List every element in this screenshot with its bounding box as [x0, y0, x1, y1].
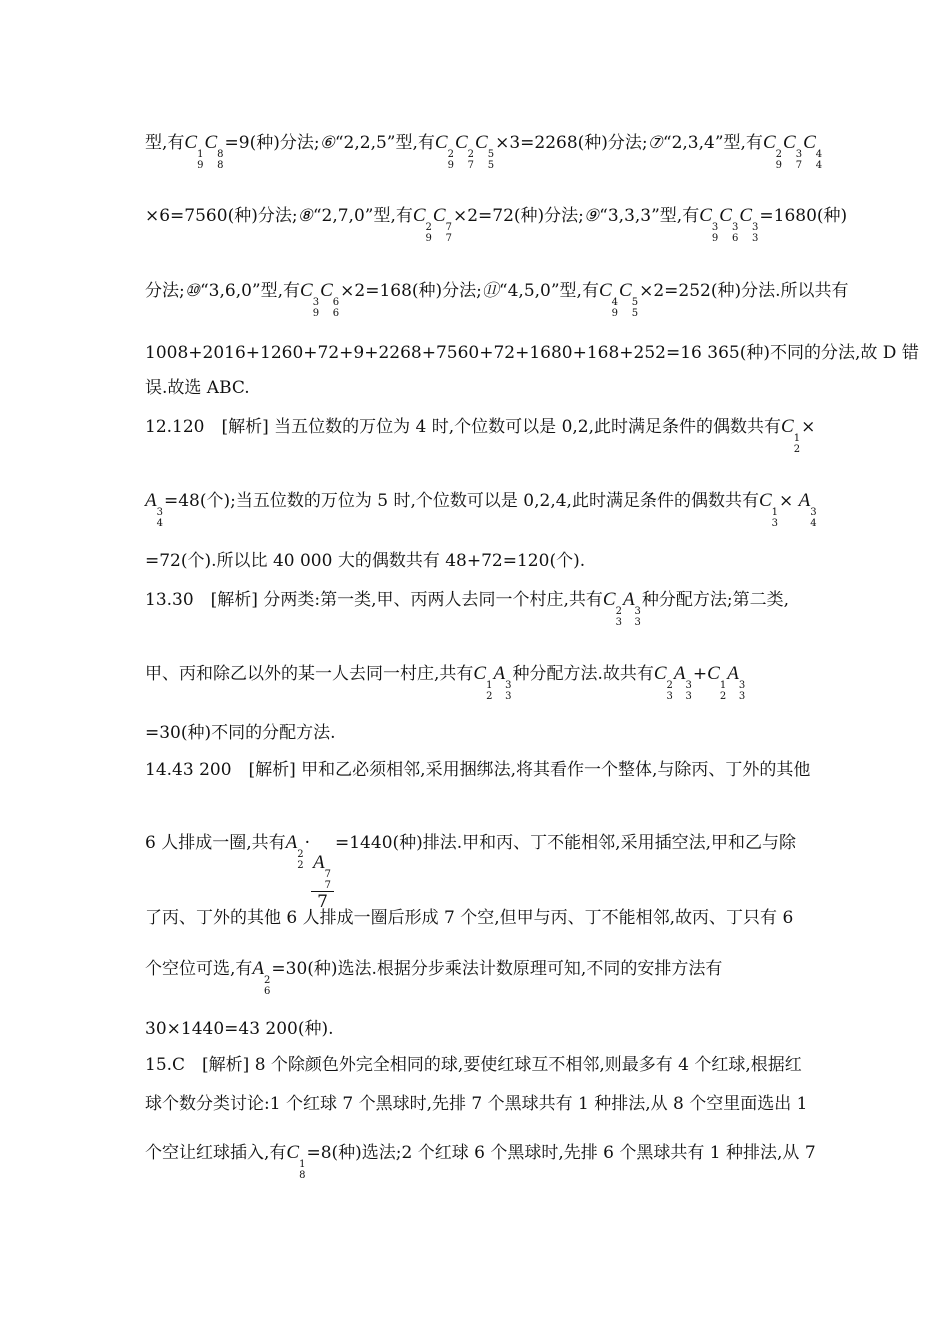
- text-line: [145, 589, 789, 628]
- combination-symbol: C 3 7: [783, 132, 803, 171]
- text-run: =30(种)不同的分配方法.: [145, 723, 336, 743]
- combination-symbol: C 1 9: [184, 132, 204, 171]
- text-run: 个空让红球插入,有: [145, 1143, 287, 1163]
- text-run: =9(种)分法;: [224, 133, 320, 153]
- text-run: ·: [304, 833, 311, 853]
- combination-symbol: C 3 6: [719, 205, 739, 244]
- text-run: 种分配方法;第二类,: [641, 590, 790, 610]
- text-run: 球个数分类讨论:1 个红球 7 个黑球时,先排 7 个黑球共有 1 种排法,从 8 个空里面选出 1: [145, 1094, 808, 1114]
- circled-number: ⑨: [583, 206, 600, 226]
- text-run: “2,7,0”型,有: [312, 206, 413, 226]
- text-run: “4,5,0”型,有: [498, 281, 599, 301]
- text-run: =30(种)选法.根据分步乘法计数原理可知,不同的安排方法有: [271, 959, 723, 979]
- combination-symbol: C 1 3: [758, 490, 779, 529]
- combination-symbol: C 8 8: [204, 132, 224, 171]
- text-run: 型,有: [145, 133, 185, 153]
- combination-symbol: C 2 9: [412, 205, 432, 244]
- text-run: =1440(种)排法.甲和丙、丁不能相邻,采用插空法,甲和乙与除: [335, 833, 796, 853]
- arrangement-symbol: A 3 4: [145, 490, 163, 529]
- combination-symbol: C 3 3: [739, 205, 759, 244]
- text-run: “2,3,4”型,有: [662, 133, 763, 153]
- combination-symbol: C 2 7: [454, 132, 475, 171]
- text-line: [145, 1054, 802, 1076]
- text-run: ×: [779, 491, 799, 511]
- text-run: 误.故选 ABC.: [145, 378, 250, 398]
- text-line: [145, 280, 849, 319]
- text-run: 12.120 [解析] 当五位数的万位为 4 时,个位数可以是 0,2,此时满足条件的偶数共有: [145, 417, 782, 437]
- text-run: 30×1440=43 200(种).: [145, 1019, 334, 1039]
- arrangement-symbol: A 3 3: [622, 589, 641, 628]
- text-run: 甲、丙和除乙以外的某一人去同一村庄,共有: [145, 664, 474, 684]
- text-run: =1680(种): [759, 206, 848, 226]
- text-run: ×2=168(种)分法;: [340, 281, 482, 301]
- combination-symbol: C 2 9: [434, 132, 454, 171]
- circled-number: ⑪: [481, 281, 499, 301]
- text-run: ×: [801, 417, 816, 437]
- combination-symbol: C 3 9: [300, 280, 320, 319]
- circled-number: ⑩: [184, 281, 200, 301]
- text-line: [145, 722, 336, 744]
- text-run: “2,2,5”型,有: [334, 133, 435, 153]
- text-line: [145, 342, 919, 364]
- text-run: 了丙、丁外的其他 6 人排成一圈后形成 7 个空,但甲与丙、丁不能相邻,故丙、丁只有 6: [145, 908, 794, 928]
- text-run: “3,3,3”型,有: [599, 206, 700, 226]
- text-line: [145, 663, 746, 702]
- text-line: [145, 832, 796, 912]
- text-run: 1008+2016+1260+72+9+2268+7560+72+1680+168+252=16 365(种)不同的分法,故 D 错: [145, 343, 919, 363]
- text-line: [145, 759, 810, 781]
- text-run: “3,6,0”型,有: [199, 281, 301, 301]
- combination-symbol: C 2 9: [762, 132, 782, 171]
- text-run: ×2=252(种)分法.所以共有: [639, 281, 849, 301]
- text-line: [145, 1142, 816, 1181]
- combination-symbol: C 5 5: [475, 132, 495, 171]
- circled-number: ⑦: [647, 133, 663, 153]
- text-line: [145, 416, 815, 455]
- text-run: ×3=2268(种)分法;: [495, 133, 648, 153]
- fraction-denominator: 7: [317, 892, 328, 912]
- combination-symbol: C 5 5: [619, 280, 639, 319]
- circled-number: ⑥: [319, 133, 335, 153]
- text-line: [145, 550, 585, 572]
- combination-symbol: C 1 2: [473, 663, 493, 702]
- combination-symbol: C 2 3: [602, 589, 622, 628]
- combination-symbol: C 6 6: [320, 280, 340, 319]
- text-line: [145, 490, 818, 529]
- combination-symbol: C 7 7: [432, 205, 452, 244]
- arrangement-symbol: A 2 2: [285, 832, 304, 871]
- text-run: ×2=72(种)分法;: [452, 206, 584, 226]
- text-run: 种分配方法.故共有: [512, 664, 654, 684]
- text-line: [145, 1018, 334, 1040]
- combination-symbol: C 1 2: [781, 416, 801, 455]
- text-run: 分法;: [145, 281, 185, 301]
- text-run: 6 人排成一圈,共有: [145, 833, 286, 853]
- text-run: 13.30 [解析] 分两类:第一类,甲、丙两人去同一个村庄,共有: [145, 590, 603, 610]
- text-run: =48(个);当五位数的万位为 5 时,个位数可以是 0,2,4,此时满足条件的偶数共有: [163, 491, 759, 511]
- text-line: [145, 907, 793, 929]
- combination-symbol: C 2 3: [653, 663, 673, 702]
- text-line: [145, 205, 847, 244]
- arrangement-symbol: A 3 3: [493, 663, 512, 702]
- text-line: [145, 1093, 807, 1115]
- text-line: [145, 377, 250, 399]
- text-run: =72(个).所以比 40 000 大的偶数共有 48+72=120(个).: [145, 551, 586, 571]
- text-run: =8(种)选法;2 个红球 6 个黑球时,先排 6 个黑球共有 1 种排法,从 7: [306, 1143, 816, 1163]
- combination-symbol: C 1 2: [707, 663, 727, 702]
- circled-number: ⑧: [297, 206, 313, 226]
- arrangement-symbol: A 3 3: [673, 663, 692, 702]
- arrangement-symbol: A 3 3: [727, 663, 746, 702]
- text-run: 14.43 200 [解析] 甲和乙必须相邻,采用捆绑法,将其看作一个整体,与除丙、丁外的其他: [145, 760, 811, 780]
- arrangement-symbol: A 2 6: [252, 958, 271, 997]
- text-line: [145, 958, 722, 997]
- fraction: [311, 853, 334, 912]
- text-run: ×6=7560(种)分法;: [145, 206, 298, 226]
- combination-symbol: C 3 9: [699, 205, 719, 244]
- text-line: [145, 132, 823, 171]
- combination-symbol: C 4 4: [803, 132, 823, 171]
- text-run: +: [692, 664, 708, 684]
- arrangement-symbol: A 7 7: [313, 852, 331, 891]
- combination-symbol: C 4 9: [598, 280, 619, 319]
- text-run: 个空位可选,有: [145, 959, 253, 979]
- text-run: 15.C [解析] 8 个除颜色外完全相同的球,要使红球互不相邻,则最多有 4 个红球,根据红: [145, 1055, 802, 1075]
- combination-symbol: C 1 8: [286, 1142, 306, 1181]
- arrangement-symbol: A 3 4: [798, 490, 817, 529]
